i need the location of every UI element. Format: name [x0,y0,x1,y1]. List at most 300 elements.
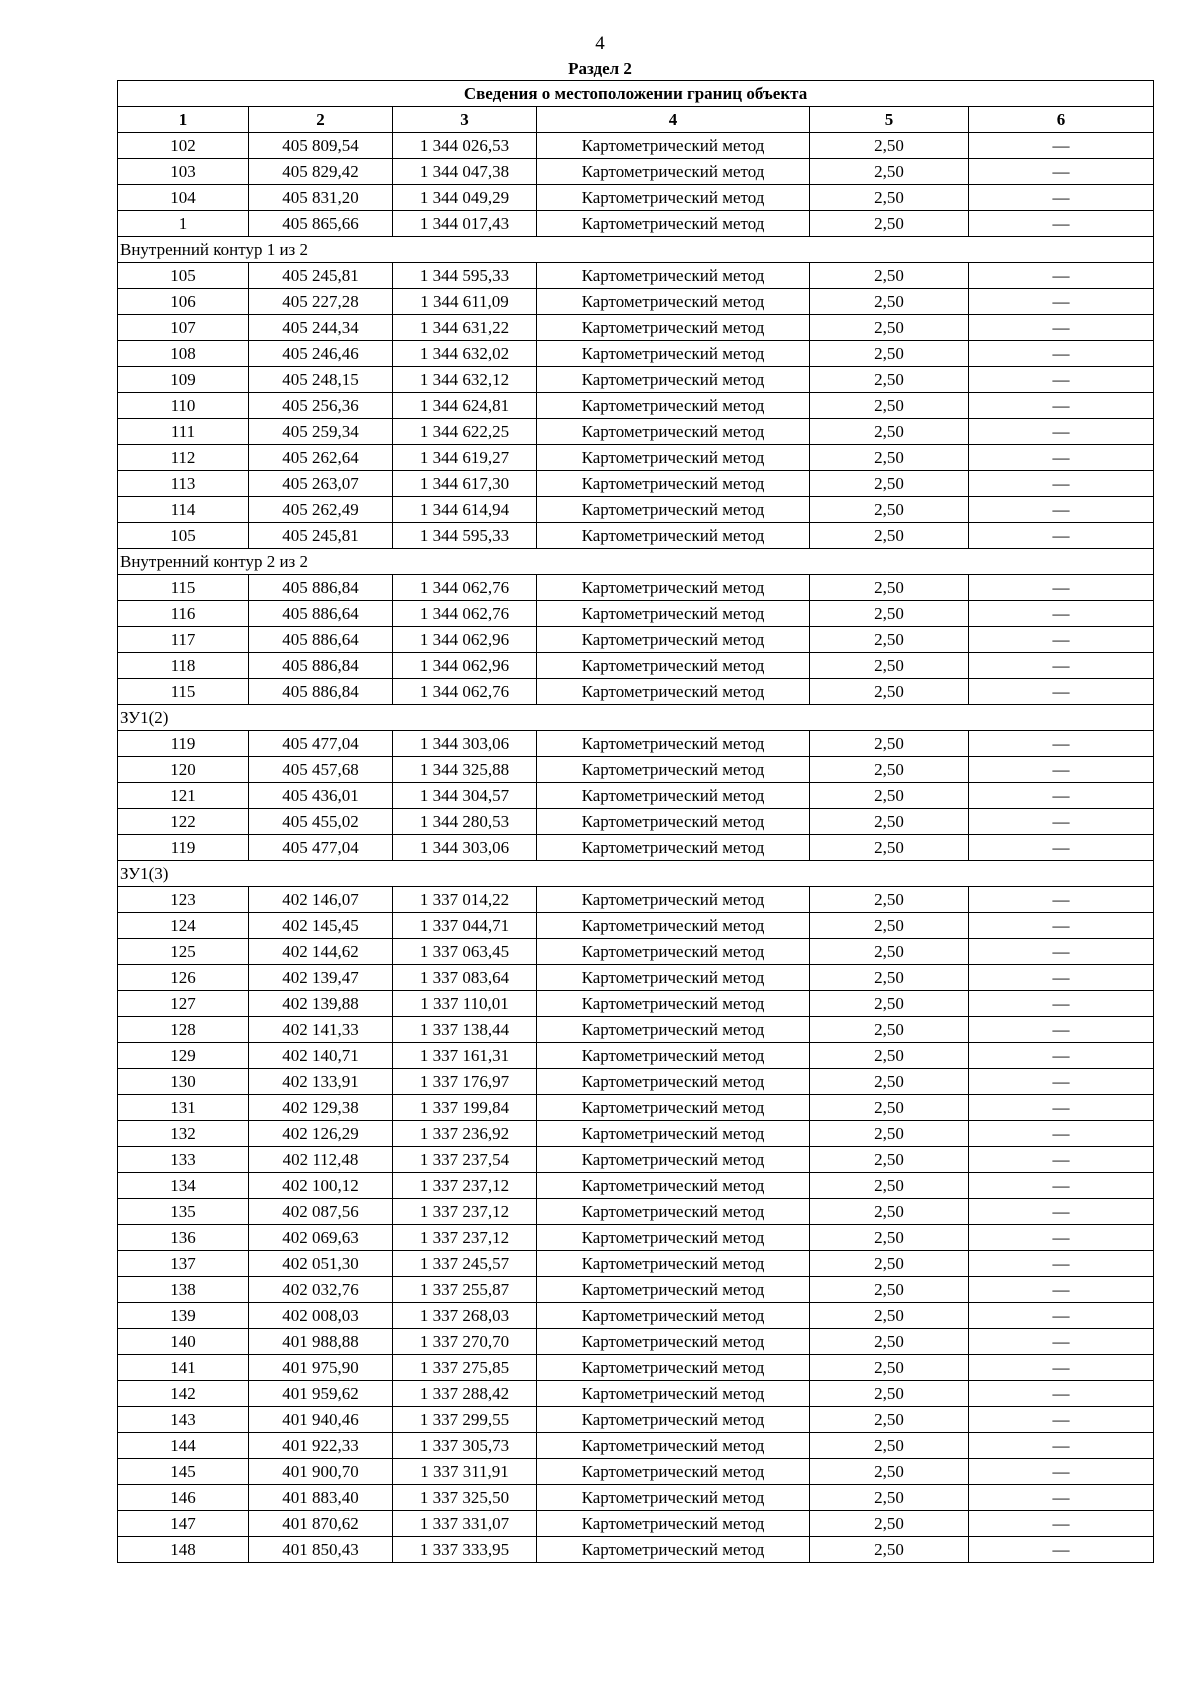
description-cell: — [969,1069,1154,1095]
table-body [118,133,1154,1563]
accuracy-cell: 2,50 [810,1199,969,1225]
accuracy-cell: 2,50 [810,1147,969,1173]
description-cell: — [969,653,1154,679]
coordinate-x-cell: 401 922,33 [249,1433,393,1459]
coordinate-y-cell: 1 337 110,01 [393,991,537,1017]
point-number-cell: 128 [118,1017,249,1043]
coordinate-y-cell: 1 337 275,85 [393,1355,537,1381]
accuracy-cell: 2,50 [810,1537,969,1563]
column-header-6: 6 [969,107,1154,133]
description-cell: — [969,965,1154,991]
method-cell: Картометрический метод [537,601,810,627]
method-cell: Картометрический метод [537,1277,810,1303]
method-cell: Картометрический метод [537,289,810,315]
boundary-coordinates-table [117,80,1154,1563]
method-cell: Картометрический метод [537,497,810,523]
table-row [118,1069,1154,1095]
description-cell: — [969,523,1154,549]
coordinate-y-cell: 1 344 047,38 [393,159,537,185]
coordinate-x-cell: 402 087,56 [249,1199,393,1225]
coordinate-y-cell: 1 344 325,88 [393,757,537,783]
method-cell: Картометрический метод [537,211,810,237]
coordinate-x-cell: 401 870,62 [249,1511,393,1537]
coordinate-y-cell: 1 337 083,64 [393,965,537,991]
table-row [118,367,1154,393]
accuracy-cell: 2,50 [810,185,969,211]
coordinate-y-cell: 1 337 063,45 [393,939,537,965]
coordinate-y-cell: 1 337 268,03 [393,1303,537,1329]
coordinate-y-cell: 1 344 622,25 [393,419,537,445]
description-cell: — [969,315,1154,341]
table-row [118,731,1154,757]
table-row [118,601,1154,627]
contour-group-label: ЗУ1(3) [118,861,1154,887]
table-row [118,653,1154,679]
method-cell: Картометрический метод [537,1069,810,1095]
method-cell: Картометрический метод [537,471,810,497]
column-header-1: 1 [118,107,249,133]
table-row [118,289,1154,315]
coordinate-x-cell: 405 263,07 [249,471,393,497]
coordinate-y-cell: 1 344 026,53 [393,133,537,159]
table-row [118,263,1154,289]
method-cell: Картометрический метод [537,783,810,809]
description-cell: — [969,991,1154,1017]
coordinate-y-cell: 1 344 624,81 [393,393,537,419]
coordinate-x-cell: 402 141,33 [249,1017,393,1043]
coordinate-y-cell: 1 344 631,22 [393,315,537,341]
method-cell: Картометрический метод [537,653,810,679]
point-number-cell: 103 [118,159,249,185]
accuracy-cell: 2,50 [810,1433,969,1459]
coordinate-y-cell: 1 337 237,12 [393,1225,537,1251]
method-cell: Картометрический метод [537,939,810,965]
coordinate-x-cell: 405 436,01 [249,783,393,809]
table-row [118,1511,1154,1537]
description-cell: — [969,887,1154,913]
description-cell: — [969,1277,1154,1303]
point-number-cell: 115 [118,679,249,705]
accuracy-cell: 2,50 [810,601,969,627]
table-row [118,679,1154,705]
accuracy-cell: 2,50 [810,1173,969,1199]
method-cell: Картометрический метод [537,679,810,705]
accuracy-cell: 2,50 [810,393,969,419]
description-cell: — [969,913,1154,939]
method-cell: Картометрический метод [537,1511,810,1537]
method-cell: Картометрический метод [537,315,810,341]
coordinate-x-cell: 401 940,46 [249,1407,393,1433]
coordinate-x-cell: 405 245,81 [249,263,393,289]
section-title: Раздел 2 [568,59,632,78]
accuracy-cell: 2,50 [810,887,969,913]
point-number-cell: 143 [118,1407,249,1433]
description-cell: — [969,1459,1154,1485]
table-row [118,1303,1154,1329]
description-cell: — [969,1433,1154,1459]
table-caption: Сведения о местоположении границ объекта [118,81,1154,107]
table-row [118,1043,1154,1069]
coordinate-x-cell: 402 133,91 [249,1069,393,1095]
description-cell: — [969,731,1154,757]
description-cell: — [969,1407,1154,1433]
coordinate-y-cell: 1 337 161,31 [393,1043,537,1069]
description-cell: — [969,1537,1154,1563]
point-number-cell: 107 [118,315,249,341]
coordinate-y-cell: 1 344 614,94 [393,497,537,523]
point-number-cell: 119 [118,731,249,757]
accuracy-cell: 2,50 [810,1017,969,1043]
point-number-cell: 102 [118,133,249,159]
coordinate-x-cell: 405 457,68 [249,757,393,783]
table-row [118,497,1154,523]
point-number-cell: 138 [118,1277,249,1303]
description-cell: — [969,1017,1154,1043]
point-number-cell: 139 [118,1303,249,1329]
accuracy-cell: 2,50 [810,159,969,185]
method-cell: Картометрический метод [537,1043,810,1069]
method-cell: Картометрический метод [537,1225,810,1251]
table-row [118,887,1154,913]
accuracy-cell: 2,50 [810,1459,969,1485]
accuracy-cell: 2,50 [810,419,969,445]
coordinate-x-cell: 402 144,62 [249,939,393,965]
coordinate-y-cell: 1 344 049,29 [393,185,537,211]
coordinate-y-cell: 1 344 619,27 [393,445,537,471]
coordinate-x-cell: 405 886,84 [249,679,393,705]
column-header-5: 5 [810,107,969,133]
table-row [118,991,1154,1017]
accuracy-cell: 2,50 [810,315,969,341]
description-cell: — [969,1485,1154,1511]
contour-group-row [118,237,1154,263]
coordinate-x-cell: 401 900,70 [249,1459,393,1485]
accuracy-cell: 2,50 [810,991,969,1017]
point-number-cell: 129 [118,1043,249,1069]
description-cell: — [969,627,1154,653]
table-row [118,627,1154,653]
method-cell: Картометрический метод [537,393,810,419]
coordinate-x-cell: 405 829,42 [249,159,393,185]
accuracy-cell: 2,50 [810,1485,969,1511]
coordinate-y-cell: 1 337 288,42 [393,1381,537,1407]
accuracy-cell: 2,50 [810,1511,969,1537]
coordinate-x-cell: 405 865,66 [249,211,393,237]
accuracy-cell: 2,50 [810,211,969,237]
description-cell: — [969,1043,1154,1069]
description-cell: — [969,757,1154,783]
table-row [118,913,1154,939]
coordinate-y-cell: 1 344 280,53 [393,809,537,835]
table-row [118,1329,1154,1355]
method-cell: Картометрический метод [537,835,810,861]
accuracy-cell: 2,50 [810,1121,969,1147]
accuracy-cell: 2,50 [810,523,969,549]
table-row [118,1147,1154,1173]
point-number-cell: 136 [118,1225,249,1251]
coordinate-x-cell: 402 139,88 [249,991,393,1017]
contour-group-row [118,705,1154,731]
description-cell: — [969,159,1154,185]
description-cell: — [969,1121,1154,1147]
coordinate-x-cell: 405 455,02 [249,809,393,835]
point-number-cell: 110 [118,393,249,419]
description-cell: — [969,185,1154,211]
point-number-cell: 122 [118,809,249,835]
point-number-cell: 135 [118,1199,249,1225]
method-cell: Картометрический метод [537,809,810,835]
coordinate-x-cell: 405 256,36 [249,393,393,419]
accuracy-cell: 2,50 [810,939,969,965]
coordinate-x-cell: 402 146,07 [249,887,393,913]
method-cell: Картометрический метод [537,1485,810,1511]
method-cell: Картометрический метод [537,627,810,653]
table-row [118,211,1154,237]
point-number-cell: 121 [118,783,249,809]
coordinate-y-cell: 1 344 062,76 [393,679,537,705]
description-cell: — [969,1173,1154,1199]
method-cell: Картометрический метод [537,159,810,185]
table-row [118,159,1154,185]
accuracy-cell: 2,50 [810,1225,969,1251]
description-cell: — [969,341,1154,367]
description-cell: — [969,601,1154,627]
table-row [118,133,1154,159]
description-cell: — [969,575,1154,601]
description-cell: — [969,367,1154,393]
coordinate-x-cell: 402 129,38 [249,1095,393,1121]
accuracy-cell: 2,50 [810,809,969,835]
accuracy-cell: 2,50 [810,471,969,497]
description-cell: — [969,419,1154,445]
table-row [118,809,1154,835]
accuracy-cell: 2,50 [810,367,969,393]
method-cell: Картометрический метод [537,965,810,991]
table-row [118,1277,1154,1303]
table-row [118,1225,1154,1251]
coordinate-x-cell: 405 477,04 [249,835,393,861]
coordinate-x-cell: 405 886,84 [249,575,393,601]
point-number-cell: 137 [118,1251,249,1277]
table-row [118,1095,1154,1121]
table-row [118,1251,1154,1277]
coordinate-x-cell: 405 831,20 [249,185,393,211]
method-cell: Картометрический метод [537,1355,810,1381]
description-cell: — [969,1511,1154,1537]
coordinate-x-cell: 402 145,45 [249,913,393,939]
method-cell: Картометрический метод [537,1121,810,1147]
accuracy-cell: 2,50 [810,263,969,289]
accuracy-cell: 2,50 [810,1095,969,1121]
point-number-cell: 1 [118,211,249,237]
point-number-cell: 104 [118,185,249,211]
accuracy-cell: 2,50 [810,731,969,757]
coordinate-y-cell: 1 344 017,43 [393,211,537,237]
coordinate-y-cell: 1 344 632,02 [393,341,537,367]
column-header-3: 3 [393,107,537,133]
method-cell: Картометрический метод [537,133,810,159]
description-cell: — [969,679,1154,705]
table-row [118,575,1154,601]
accuracy-cell: 2,50 [810,1303,969,1329]
table-row [118,1485,1154,1511]
method-cell: Картометрический метод [537,1303,810,1329]
table-row [118,1121,1154,1147]
coordinate-x-cell: 401 959,62 [249,1381,393,1407]
description-cell: — [969,497,1154,523]
coordinate-y-cell: 1 344 062,96 [393,653,537,679]
coordinate-x-cell: 401 883,40 [249,1485,393,1511]
description-cell: — [969,133,1154,159]
coordinate-y-cell: 1 344 611,09 [393,289,537,315]
table-caption-row [118,81,1154,107]
point-number-cell: 109 [118,367,249,393]
table-row [118,1017,1154,1043]
coordinate-x-cell: 401 850,43 [249,1537,393,1563]
contour-group-row [118,549,1154,575]
point-number-cell: 140 [118,1329,249,1355]
point-number-cell: 105 [118,263,249,289]
method-cell: Картометрический метод [537,991,810,1017]
coordinate-x-cell: 401 988,88 [249,1329,393,1355]
point-number-cell: 146 [118,1485,249,1511]
point-number-cell: 114 [118,497,249,523]
coordinate-y-cell: 1 344 062,76 [393,601,537,627]
point-number-cell: 113 [118,471,249,497]
description-cell: — [969,809,1154,835]
point-number-cell: 127 [118,991,249,1017]
coordinate-x-cell: 402 032,76 [249,1277,393,1303]
coordinate-y-cell: 1 337 014,22 [393,887,537,913]
method-cell: Картометрический метод [537,1095,810,1121]
coordinate-y-cell: 1 337 237,12 [393,1173,537,1199]
table-row [118,1459,1154,1485]
method-cell: Картометрический метод [537,575,810,601]
point-number-cell: 115 [118,575,249,601]
accuracy-cell: 2,50 [810,289,969,315]
point-number-cell: 125 [118,939,249,965]
description-cell: — [969,1095,1154,1121]
point-number-cell: 123 [118,887,249,913]
point-number-cell: 145 [118,1459,249,1485]
table-row [118,835,1154,861]
point-number-cell: 141 [118,1355,249,1381]
table-row [118,471,1154,497]
contour-group-label: Внутренний контур 1 из 2 [118,237,1154,263]
coordinate-y-cell: 1 337 176,97 [393,1069,537,1095]
description-cell: — [969,939,1154,965]
coordinate-x-cell: 405 262,49 [249,497,393,523]
accuracy-cell: 2,50 [810,653,969,679]
accuracy-cell: 2,50 [810,1251,969,1277]
coordinate-y-cell: 1 337 237,12 [393,1199,537,1225]
point-number-cell: 147 [118,1511,249,1537]
description-cell: — [969,783,1154,809]
accuracy-cell: 2,50 [810,1069,969,1095]
table-header-row [118,107,1154,133]
method-cell: Картометрический метод [537,185,810,211]
point-number-cell: 134 [118,1173,249,1199]
accuracy-cell: 2,50 [810,965,969,991]
coordinate-y-cell: 1 337 333,95 [393,1537,537,1563]
accuracy-cell: 2,50 [810,679,969,705]
table-row [118,939,1154,965]
accuracy-cell: 2,50 [810,757,969,783]
page-number: 4 [595,33,605,54]
point-number-cell: 130 [118,1069,249,1095]
table-row [118,1433,1154,1459]
coordinate-x-cell: 405 244,34 [249,315,393,341]
coordinate-y-cell: 1 344 617,30 [393,471,537,497]
description-cell: — [969,1147,1154,1173]
point-number-cell: 118 [118,653,249,679]
point-number-cell: 119 [118,835,249,861]
method-cell: Картометрический метод [537,731,810,757]
coordinate-x-cell: 402 100,12 [249,1173,393,1199]
point-number-cell: 142 [118,1381,249,1407]
accuracy-cell: 2,50 [810,575,969,601]
coordinate-y-cell: 1 337 044,71 [393,913,537,939]
accuracy-cell: 2,50 [810,497,969,523]
description-cell: — [969,1381,1154,1407]
contour-group-label: Внутренний контур 2 из 2 [118,549,1154,575]
point-number-cell: 148 [118,1537,249,1563]
method-cell: Картометрический метод [537,1199,810,1225]
point-number-cell: 117 [118,627,249,653]
point-number-cell: 126 [118,965,249,991]
coordinate-x-cell: 402 069,63 [249,1225,393,1251]
table-row [118,1407,1154,1433]
accuracy-cell: 2,50 [810,1329,969,1355]
method-cell: Картометрический метод [537,341,810,367]
table-row [118,445,1154,471]
coordinate-y-cell: 1 337 325,50 [393,1485,537,1511]
method-cell: Картометрический метод [537,1537,810,1563]
coordinate-y-cell: 1 337 305,73 [393,1433,537,1459]
method-cell: Картометрический метод [537,757,810,783]
method-cell: Картометрический метод [537,367,810,393]
coordinate-y-cell: 1 337 270,70 [393,1329,537,1355]
point-number-cell: 124 [118,913,249,939]
point-number-cell: 105 [118,523,249,549]
method-cell: Картометрический метод [537,1459,810,1485]
table-row [118,757,1154,783]
method-cell: Картометрический метод [537,913,810,939]
method-cell: Картометрический метод [537,1381,810,1407]
coordinate-x-cell: 402 008,03 [249,1303,393,1329]
accuracy-cell: 2,50 [810,627,969,653]
coordinate-y-cell: 1 344 303,06 [393,835,537,861]
description-cell: — [969,263,1154,289]
point-number-cell: 108 [118,341,249,367]
coordinate-x-cell: 405 227,28 [249,289,393,315]
table-row [118,1173,1154,1199]
column-header-4: 4 [537,107,810,133]
point-number-cell: 144 [118,1433,249,1459]
description-cell: — [969,471,1154,497]
coordinate-x-cell: 405 248,15 [249,367,393,393]
coordinate-y-cell: 1 344 062,96 [393,627,537,653]
description-cell: — [969,835,1154,861]
point-number-cell: 112 [118,445,249,471]
column-header-2: 2 [249,107,393,133]
accuracy-cell: 2,50 [810,445,969,471]
coordinate-x-cell: 402 139,47 [249,965,393,991]
table-row [118,315,1154,341]
accuracy-cell: 2,50 [810,1043,969,1069]
coordinate-y-cell: 1 337 236,92 [393,1121,537,1147]
method-cell: Картометрический метод [537,1433,810,1459]
